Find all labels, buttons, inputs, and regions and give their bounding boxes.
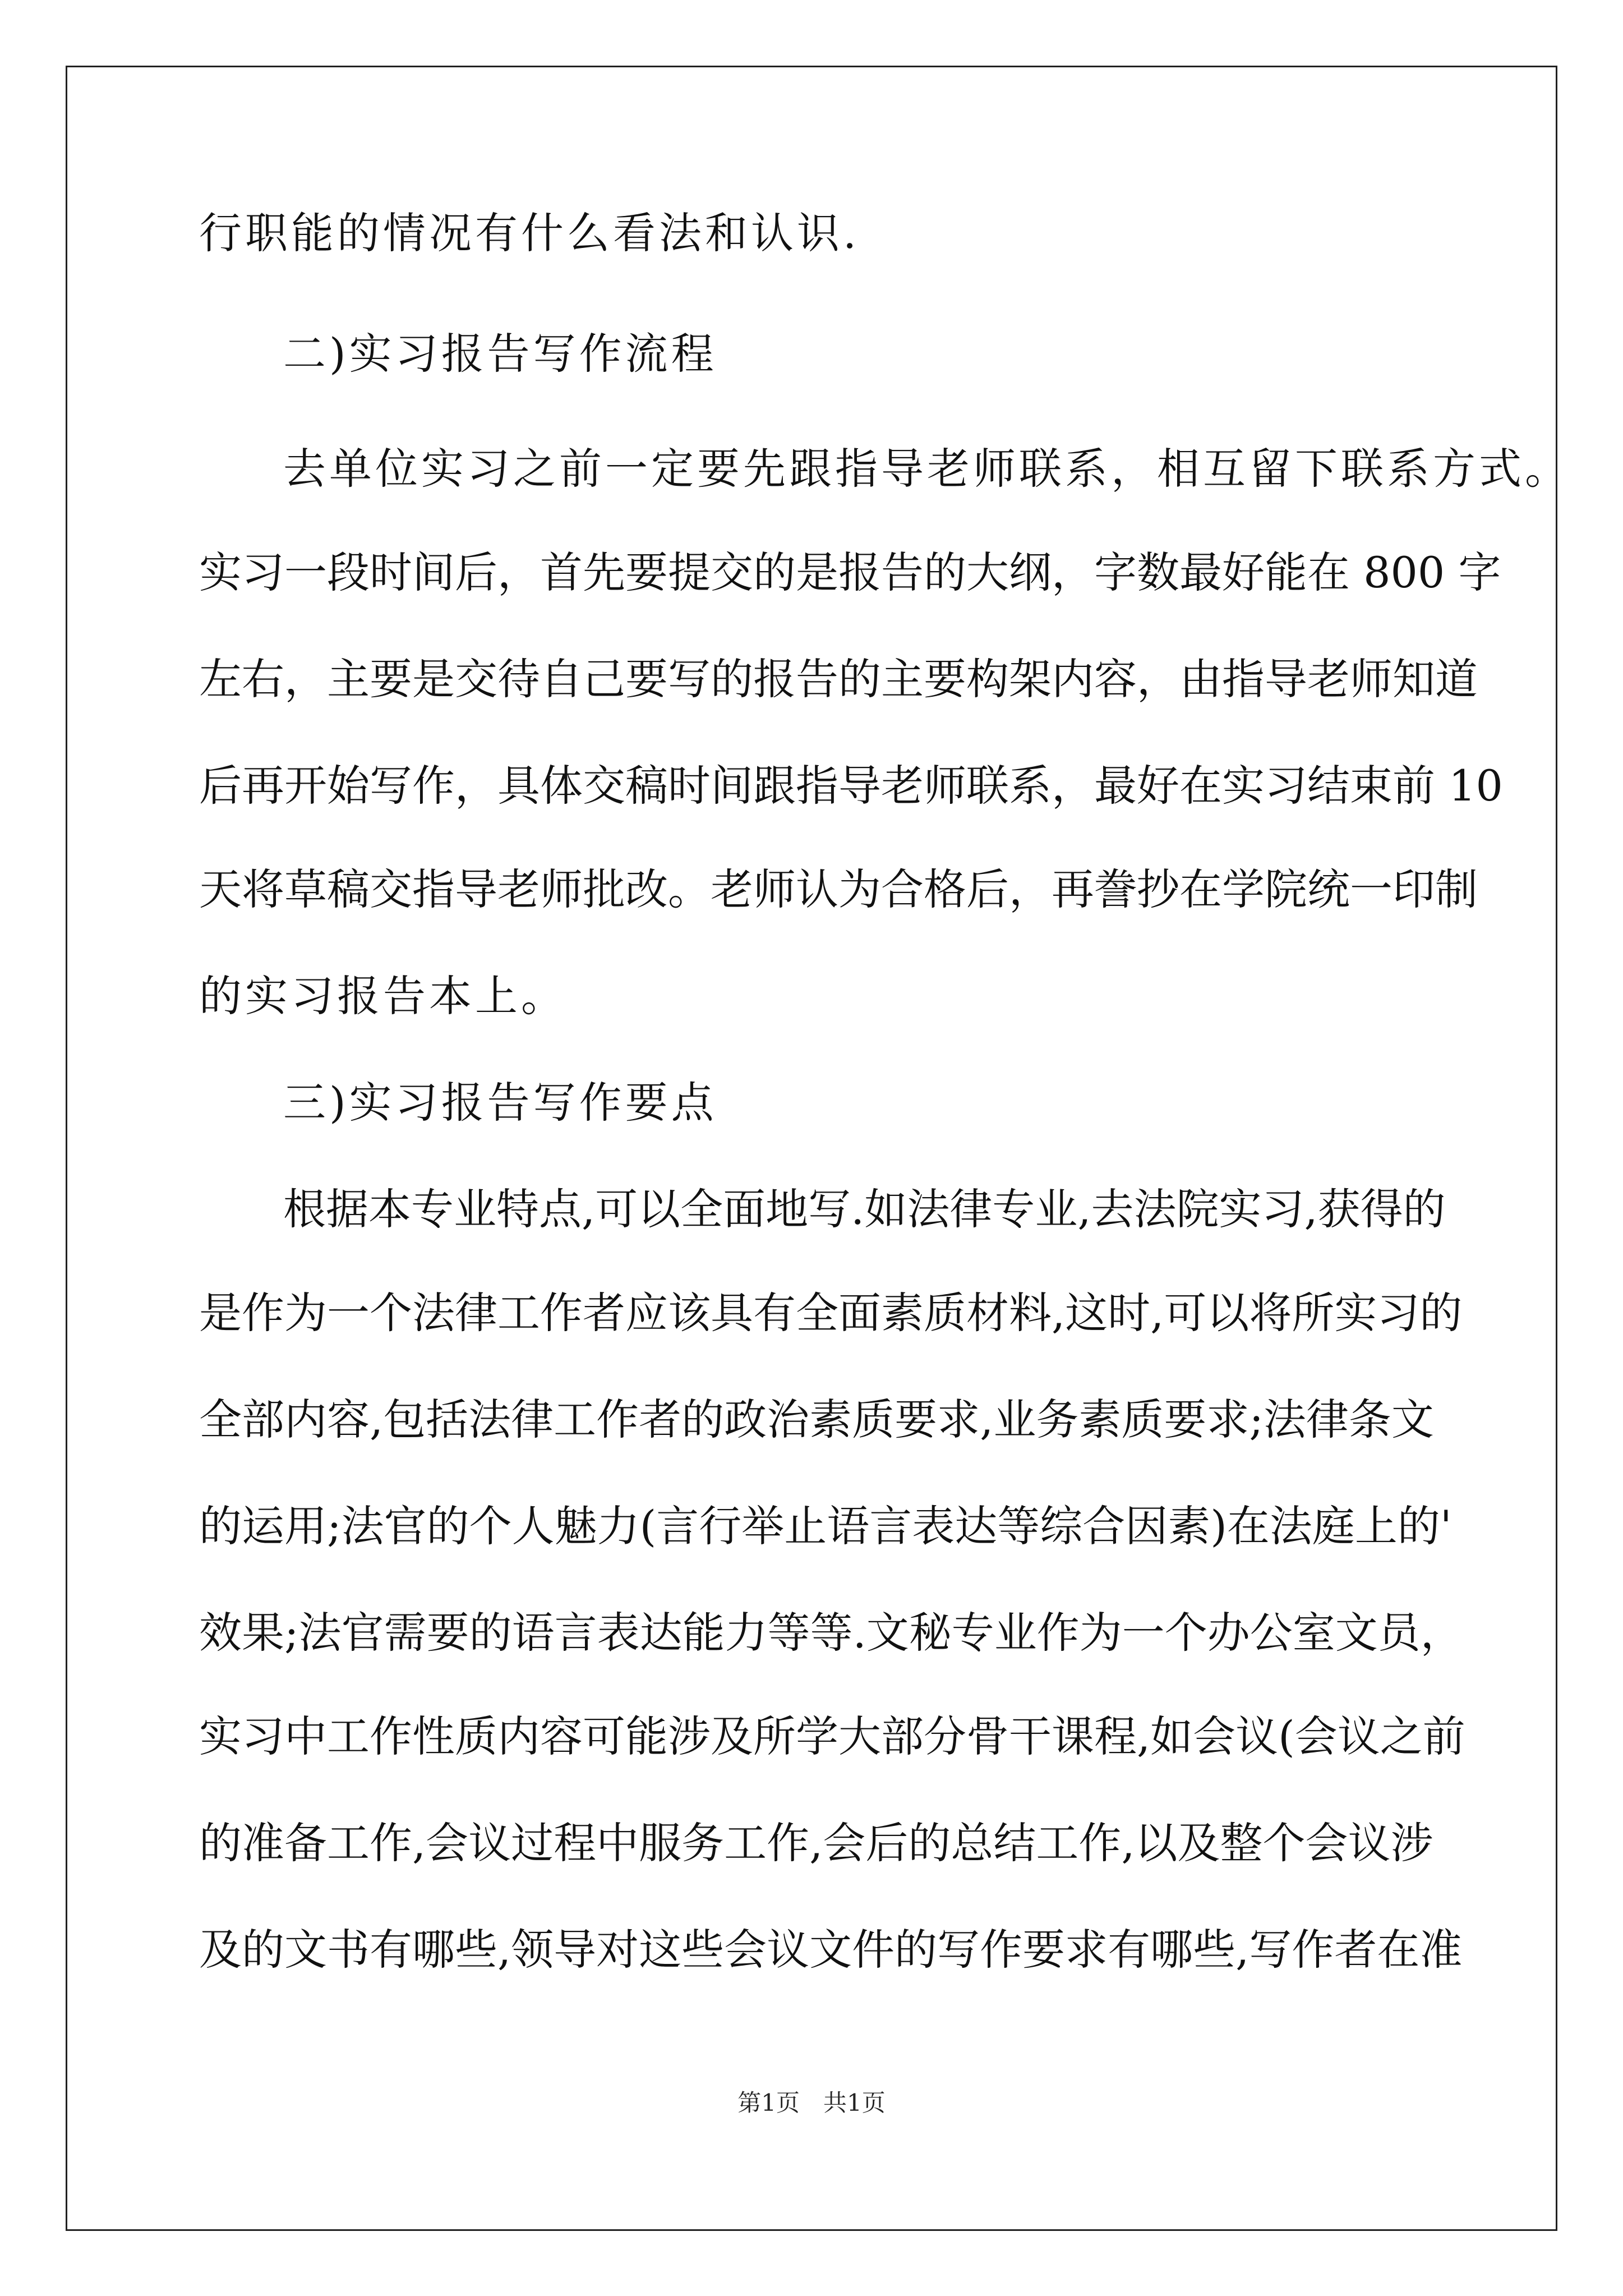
text-line: 天将草稿交指导老师批改。老师认为合格后，再誊抄在学院统一印制 — [199, 864, 1478, 914]
page-number-footer: 第1页 共1页 — [737, 2089, 886, 2116]
section-heading: 三)实习报告写作要点 — [283, 1078, 717, 1128]
text-line: 的运用;法官的个人魅力(言行举止语言表达等综合因素)在法庭上的' — [199, 1501, 1452, 1551]
text-line: 实习中工作性质内容可能涉及所学大部分骨干课程,如会议(会议之前 — [199, 1711, 1465, 1761]
text-line: 实习一段时间后，首先要提交的是报告的大纲，字数最好能在 800 字 — [199, 547, 1501, 597]
text-line: 是作为一个法律工作者应该具有全面素质材料,这时,可以将所实习的 — [199, 1288, 1463, 1338]
text-line: 行职能的情况有什么看法和认识. — [199, 208, 860, 258]
text-line: 效果;法官需要的语言表达能力等等.文秘专业作为一个办公室文员， — [199, 1608, 1463, 1658]
page-border — [66, 66, 1557, 2231]
text-line: 的实习报告本上。 — [199, 971, 567, 1021]
text-line: 全部内容,包括法律工作者的政治素质要求,业务素质要求;法律条文 — [199, 1395, 1434, 1444]
section-heading: 二)实习报告写作流程 — [283, 329, 717, 379]
text-line: 去单位实习之前一定要先跟指导老师联系，相互留下联系方式。 — [283, 444, 1571, 494]
text-line: 的准备工作,会议过程中服务工作,会后的总结工作,以及整个会议涉 — [199, 1818, 1433, 1868]
text-line: 后再开始写作，具体交稿时间跟指导老师联系，最好在实习结束前 10 — [199, 761, 1503, 811]
text-line: 左右，主要是交待自己要写的报告的主要构架内容，由指导老师知道 — [199, 654, 1478, 704]
text-line: 及的文书有哪些,领导对这些会议文件的写作要求有哪些,写作者在准 — [199, 1925, 1463, 1975]
text-line: 根据本专业特点,可以全面地写.如法律专业,去法院实习,获得的 — [283, 1184, 1446, 1234]
